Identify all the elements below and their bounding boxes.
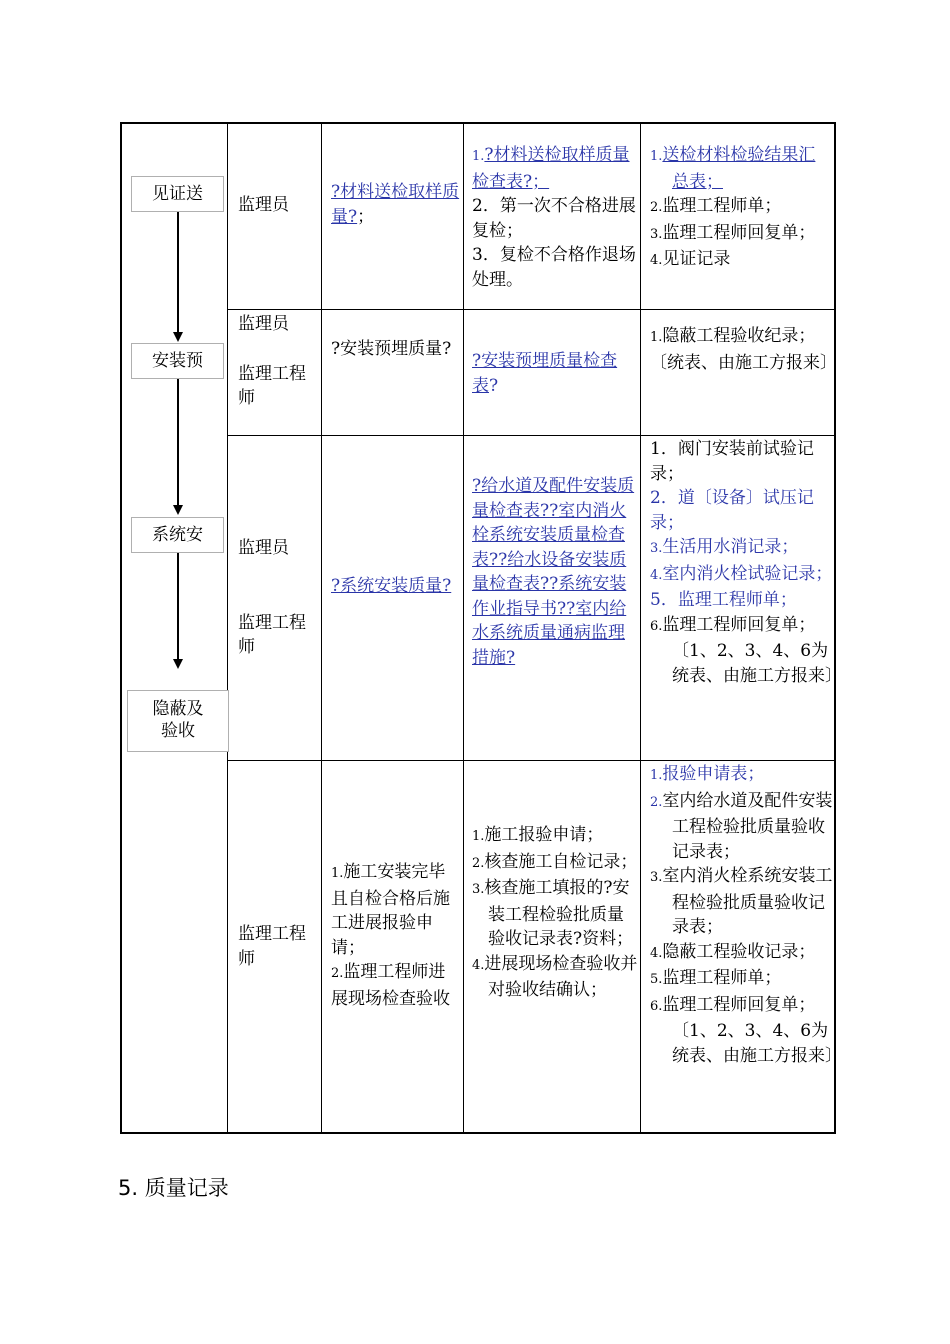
role-text: 监理工程师 [238, 363, 306, 408]
record-item [650, 562, 834, 589]
record-cell [650, 437, 842, 688]
method-item [472, 850, 638, 877]
arrow-down-icon [173, 505, 183, 515]
flow-step-witness-sampling [131, 176, 224, 212]
record-cell [650, 762, 842, 1068]
record-item [650, 940, 834, 967]
record-text: 监理工程师回复单； [662, 222, 816, 243]
flow-step-label: 见证送 [152, 184, 203, 204]
flow-arrow-line [177, 379, 179, 507]
record-text: 生活用水消记录； [662, 537, 799, 557]
record-num: 3. [650, 541, 663, 556]
record-text: 阀门安装前试验记录； [650, 439, 814, 484]
method-item [472, 876, 638, 952]
item-cell [331, 574, 461, 599]
method-cell [472, 349, 638, 398]
record-link[interactable]: 送检材料检验结果汇总表； [662, 145, 816, 192]
item-cell [331, 860, 461, 1011]
record-item [650, 993, 834, 1020]
method-num: 2. [472, 855, 485, 871]
item-list-item [331, 960, 461, 1011]
method-num: 1. [472, 829, 485, 844]
record-num: 1. [650, 768, 663, 783]
method-link[interactable]: ?安装预埋质量检查表 [472, 351, 618, 396]
method-text: 施工报验申请； [484, 825, 604, 845]
method-item [472, 143, 638, 194]
method-item [472, 194, 638, 243]
role-cell [238, 193, 318, 218]
record-num: 4. [650, 945, 663, 961]
record-text: 监理工程师回复单； [662, 614, 816, 635]
role-text: 监理工程师 [238, 924, 306, 969]
record-item [650, 221, 830, 248]
record-num: 4. [650, 567, 663, 583]
method-cell [472, 823, 638, 1003]
role-text: 监理员 [238, 195, 289, 215]
flow-step-concealed-acceptance [127, 690, 229, 752]
method-item [472, 952, 638, 1003]
method-text: 复检不合格作退场处理。 [472, 245, 636, 290]
method-link[interactable]: ?材料送检取样质量检查表?； [472, 145, 630, 192]
record-item [650, 762, 834, 789]
arrow-down-icon [173, 332, 183, 342]
row-divider [227, 435, 834, 436]
record-item [650, 194, 830, 221]
item-link[interactable]: ?系统安装质量? [331, 576, 452, 596]
item-list-item [331, 860, 461, 960]
flow-step-label: 系统安 [152, 525, 203, 545]
record-text: 室内消火栓试验记录； [662, 563, 833, 584]
flow-arrow-line [177, 212, 179, 334]
role-text: 监理员 [238, 314, 289, 334]
record-item [650, 535, 834, 562]
item-num: 2. [331, 966, 344, 981]
column-divider [227, 124, 228, 1132]
record-text: 报验申请表； [662, 764, 765, 784]
role-cell [238, 536, 318, 660]
method-num: 4. [472, 957, 485, 973]
record-item [650, 613, 834, 640]
method-num: 2． [472, 196, 500, 216]
method-cell [472, 143, 638, 292]
method-text: 核查施工填报的?安装工程检验批质量验收记录表?资料； [484, 878, 634, 949]
supervision-table [120, 122, 842, 1134]
record-item [650, 486, 834, 535]
method-num: 1. [472, 149, 485, 164]
record-num: 5. [650, 972, 663, 987]
method-num: 3. [472, 882, 485, 897]
method-text: 进展现场检查验收并对验收结确认； [484, 953, 638, 1000]
role-cell [238, 922, 318, 971]
record-item [650, 143, 830, 194]
record-text: 监理工程师单； [677, 590, 797, 610]
method-num: 3． [472, 245, 500, 265]
record-text: 监理工程师单； [662, 196, 782, 216]
record-num: 5． [650, 590, 678, 610]
record-item [650, 247, 830, 274]
record-item [650, 324, 837, 375]
record-text: 隐蔽工程验收纪录；〔统表、由施工方报来〕 [650, 326, 837, 373]
role-cell [238, 312, 318, 411]
item-link[interactable]: ?材料送检取样质量? [331, 182, 460, 227]
method-text: 核查施工自检记录； [484, 851, 638, 872]
item-suffix: ； [357, 206, 375, 227]
record-num: 3. [650, 870, 663, 885]
record-text: 见证记录 [662, 249, 731, 269]
arrow-down-icon [173, 659, 183, 669]
role-text: 监理工程师 [238, 612, 306, 657]
record-num: 6. [650, 998, 663, 1014]
item-cell [331, 180, 461, 229]
record-text: 监理工程师单； [662, 968, 782, 988]
role-text: 监理员 [238, 538, 289, 558]
record-text: 隐蔽工程验收记录； [662, 941, 816, 962]
record-num: 2. [650, 200, 663, 215]
row-divider [227, 309, 834, 310]
column-divider [321, 124, 322, 1132]
record-num: 3. [650, 226, 663, 242]
record-num: 6. [650, 618, 663, 634]
method-link[interactable]: ?给水道及配件安装质量检查表??室内消火栓系统安装质量检查表??给水设备安装质量检查表??系统安装作业指导书??室内给水系统质量通病监理措施? [472, 476, 635, 668]
record-num: 4. [650, 253, 663, 268]
record-num: 1. [650, 330, 663, 345]
flow-step-system-install [131, 517, 224, 553]
record-num: 1. [650, 149, 663, 164]
record-item [650, 966, 834, 993]
section-heading: 5. 质量记录 [118, 1176, 229, 1200]
method-item [472, 823, 638, 850]
record-num: 2． [650, 488, 678, 508]
record-cell [650, 143, 830, 274]
flow-step-label: 验收 [161, 721, 195, 741]
item-cell [331, 337, 461, 362]
method-suffix: ? [489, 375, 499, 396]
flow-step-label: 隐蔽及 [152, 699, 204, 719]
record-num: 1． [650, 439, 678, 459]
row-divider [227, 760, 834, 761]
record-cell [650, 324, 837, 375]
flow-arrow-line [177, 553, 179, 659]
item-text: 施工安装完毕且自检合格后施工进展报验申请； [331, 862, 450, 958]
flow-step-label: 安装预 [152, 351, 203, 371]
column-divider [463, 124, 464, 1132]
record-item [650, 588, 834, 613]
record-num: 2. [650, 794, 663, 810]
column-divider [640, 124, 641, 1132]
record-item [650, 789, 834, 865]
flow-step-install-embed [131, 343, 224, 379]
method-text: 第一次不合格进展复检； [472, 196, 636, 241]
record-text: 室内给水道及配件安装工程检验批质量验收记录表； [662, 790, 833, 862]
record-note: 〔1、2、3、4、6为统表、由施工方报来〕 [672, 1021, 842, 1066]
method-cell [472, 474, 638, 670]
record-item [650, 864, 834, 940]
method-item [472, 243, 638, 292]
record-item [650, 437, 834, 486]
record-text: 监理工程师回复单； [662, 994, 816, 1015]
record-text: 室内消火栓系统安装工程检验批质量验收记录表； [662, 866, 833, 937]
record-note: 〔1、2、3、4、6为统表、由施工方报来〕 [672, 641, 842, 686]
item-num: 1. [331, 866, 344, 881]
item-text: 监理工程师进展现场检查验收 [331, 962, 450, 1009]
record-text: 道〔设备〕试压记录； [650, 488, 814, 533]
item-text: ?安装预埋质量? [331, 339, 452, 359]
